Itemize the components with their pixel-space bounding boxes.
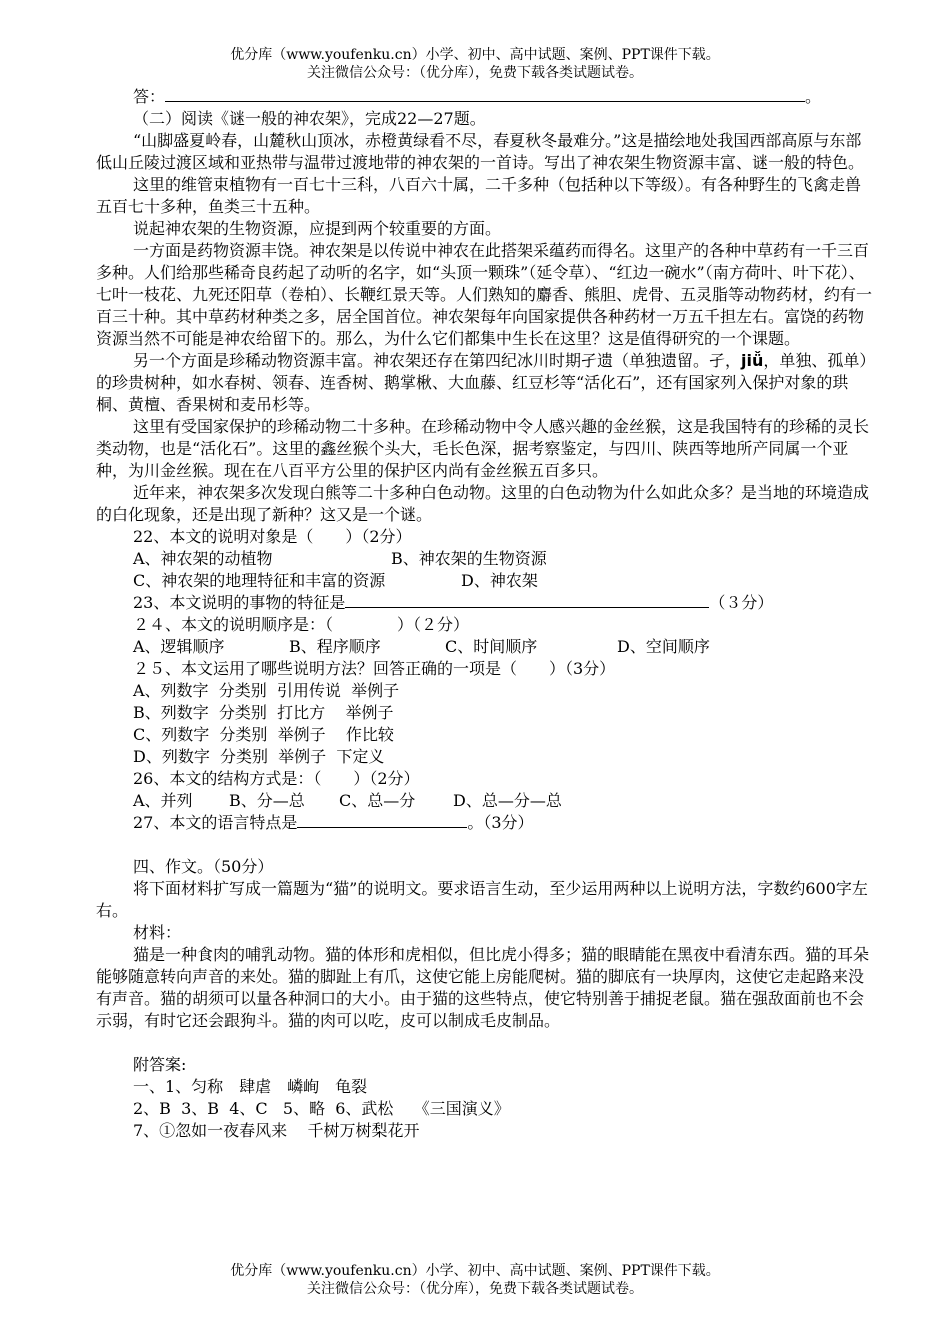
question-27-text: 27、本文的语言特点是 xyxy=(133,813,298,832)
option[interactable]: D、总—分—总 xyxy=(453,791,562,810)
option[interactable]: B、分—总 xyxy=(229,791,305,810)
reading-paragraph xyxy=(96,350,876,416)
option[interactable]: A、逻辑顺序 xyxy=(133,637,225,656)
question-27-blank[interactable] xyxy=(297,812,467,828)
reading-paragraph: 近年来，神农架多次发现白熊等二十多种白色动物。这里的白色动物为什么如此众多？是当地的环境造成的白化现象，还是出现了新种？这又是一个谜。 xyxy=(96,483,870,524)
question-25: ２５、本文运用了哪些说明方法？回答正确的一项是（ ）（3分） xyxy=(133,659,616,678)
option[interactable]: B、神农架的生物资源 xyxy=(391,549,547,568)
question-23-text: 23、本文说明的事物的特征是 xyxy=(133,593,346,612)
answers-line: 2、B 3、B 4、C 5、略 6、武松 《三国演义》 xyxy=(133,1099,510,1118)
answer-label: 答： xyxy=(133,87,166,106)
option[interactable]: C、神农架的地理特征和丰富的资源 xyxy=(133,571,386,590)
option[interactable]: D、空间顺序 xyxy=(617,637,710,656)
reading-paragraph-text: 另一个方面是珍稀动物资源丰富。神农架还存在第四纪冰川时期孑遗（单独遗留。孑， xyxy=(133,351,742,370)
question-22-options-row-1 xyxy=(96,548,876,570)
reading-paragraph: 这里的维管束植物有一百七十三科，八百六十属，二千多种（包括种以下等级）。有各种野生的飞禽走兽五百七十多种，鱼类三十五种。 xyxy=(96,175,862,216)
answers-line: 一、1、匀称 肆虐 嶙峋 龟裂 xyxy=(133,1077,368,1096)
reading-paragraph: 一方面是药物资源丰饶。神农架是以传说中神农在此搭架采蕴药而得名。这里产的各种中草药有一千三百多种。人们给那些稀奇良药起了动听的名字，如“头顶一颗珠”（延令草）、“红边一碗水”（南方荷叶、叶下花）、七叶一枝花、九死还阳草（卷柏）、长鞭红景天等。人们熟知的麝香、熊胆、虎骨、五灵脂等动物药材，约有一百三十种。其中草药材种类之多，居全国首位。神农架每年向国家提供各种药材一万五千担左右。富饶的药物资源当然不可能是神农给留下的。那么，为什么它们都集中生长在这里？这是值得研究的一个课题。 xyxy=(96,241,873,348)
question-22-options-row-2 xyxy=(96,570,876,592)
option[interactable]: A、列数字 分类别 引用传说 举例子 xyxy=(133,681,400,700)
option[interactable]: C、列数字 分类别 举例子 作比较 xyxy=(133,725,394,744)
answers-label: 附答案: xyxy=(133,1055,187,1074)
option[interactable]: A、并列 xyxy=(133,791,193,810)
pinyin-annotation: jiǚ xyxy=(741,351,764,370)
essay-material-label: 材料： xyxy=(133,923,182,942)
answer-line xyxy=(96,86,876,108)
question-26: 26、本文的结构方式是：（ ）（2分） xyxy=(133,769,420,788)
question-27-score: 。（3分） xyxy=(467,813,534,832)
reading-title: （二）阅读《谜一般的神农架》，完成22—27题。 xyxy=(133,109,486,128)
document-body xyxy=(96,86,876,1142)
question-22: 22、本文的说明对象是（ ）（2分） xyxy=(133,527,412,546)
option[interactable]: B、程序顺序 xyxy=(289,637,381,656)
option[interactable]: B、列数字 分类别 打比方 举例子 xyxy=(133,703,394,722)
page-header-line-2: 关注微信公众号：（优分库），免费下载各类试题试卷。 xyxy=(307,65,643,81)
essay-heading: 四、作文。（50分） xyxy=(133,857,274,876)
page-footer-line-1: 优分库（www.youfenku.cn）小学、初中、高中试题、案例、PPT课件下载。 xyxy=(230,1263,720,1279)
page-footer-line-2: 关注微信公众号：（优分库），免费下载各类试题试卷。 xyxy=(307,1281,643,1297)
question-27 xyxy=(96,812,876,834)
question-23 xyxy=(96,592,876,614)
reading-paragraph: 这里有受国家保护的珍稀动物二十多种。在珍稀动物中令人感兴趣的金丝猴，这是我国特有的珍稀的灵长类动物，也是“活化石”。这里的鑫丝猴个头大，毛长色深，据考察鉴定，与四川、陕西等地所产同属一个亚种，为川金丝猴。现在在八百平方公里的保护区内尚有金丝猴五百多只。 xyxy=(96,417,870,480)
page-header-line-1: 优分库（www.youfenku.cn）小学、初中、高中试题、案例、PPT课件下载。 xyxy=(230,47,720,63)
reading-paragraph: “山脚盛夏岭春，山麓秋山顶冰，赤橙黄绿看不尽，春夏秋冬最难分。”这是描绘地处我国西部高原与东部低山丘陵过渡区域和亚热带与温带过渡地带的神农架的一首诗。写出了神农架生物资源丰富、谜一般的特色。 xyxy=(96,131,865,172)
option[interactable]: C、时间顺序 xyxy=(445,637,538,656)
option[interactable]: A、神农架的动植物 xyxy=(133,549,273,568)
option[interactable]: D、列数字 分类别 举例子 下定义 xyxy=(133,747,385,766)
essay-material: 猫是一种食肉的哺乳动物。猫的体形和虎相似，但比虎小得多；猫的眼睛能在黑夜中看清东西。猫的耳朵能够随意转向声音的来处。猫的脚趾上有爪，这使它能上房能爬树。猫的脚底有一块厚肉，这使它走起路来没有声音。猫的胡须可以量各种洞口的大小。由于猫的这些特点，使它特别善于捕捉老鼠。猫在强敌面前也不会示弱，有时它还会跟狗斗。猫的肉可以吃，皮可以制成毛皮制品。 xyxy=(96,945,870,1030)
question-26-options xyxy=(96,790,876,812)
answers-line: 7、①忽如一夜春风来 千树万树梨花开 xyxy=(133,1121,420,1140)
essay-instruction: 将下面材料扩写成一篇题为“猫”的说明文。要求语言生动，至少运用两种以上说明方法，字数约600字左右。 xyxy=(96,879,868,920)
answer-blank[interactable] xyxy=(165,86,805,102)
question-24: ２４、本文的说明顺序是：（ ）（２分） xyxy=(133,615,470,634)
reading-paragraph-text: ，单独、孤单）的珍贵树种，如水春树、领春、连香树、鹅掌楸、大血藤、红豆杉等“活化石”，还有国家列入保护对象的珙桐、黄檀、香果树和麦吊杉等。 xyxy=(96,351,876,414)
question-24-options xyxy=(96,636,876,658)
reading-paragraph: 说起神农架的生物资源，应提到两个较重要的方面。 xyxy=(133,219,502,238)
question-23-score: （３分） xyxy=(709,593,774,612)
option[interactable]: C、总—分 xyxy=(339,791,416,810)
option[interactable]: D、神农架 xyxy=(461,571,538,590)
question-23-blank[interactable] xyxy=(345,592,709,608)
answer-end: 。 xyxy=(805,87,822,106)
